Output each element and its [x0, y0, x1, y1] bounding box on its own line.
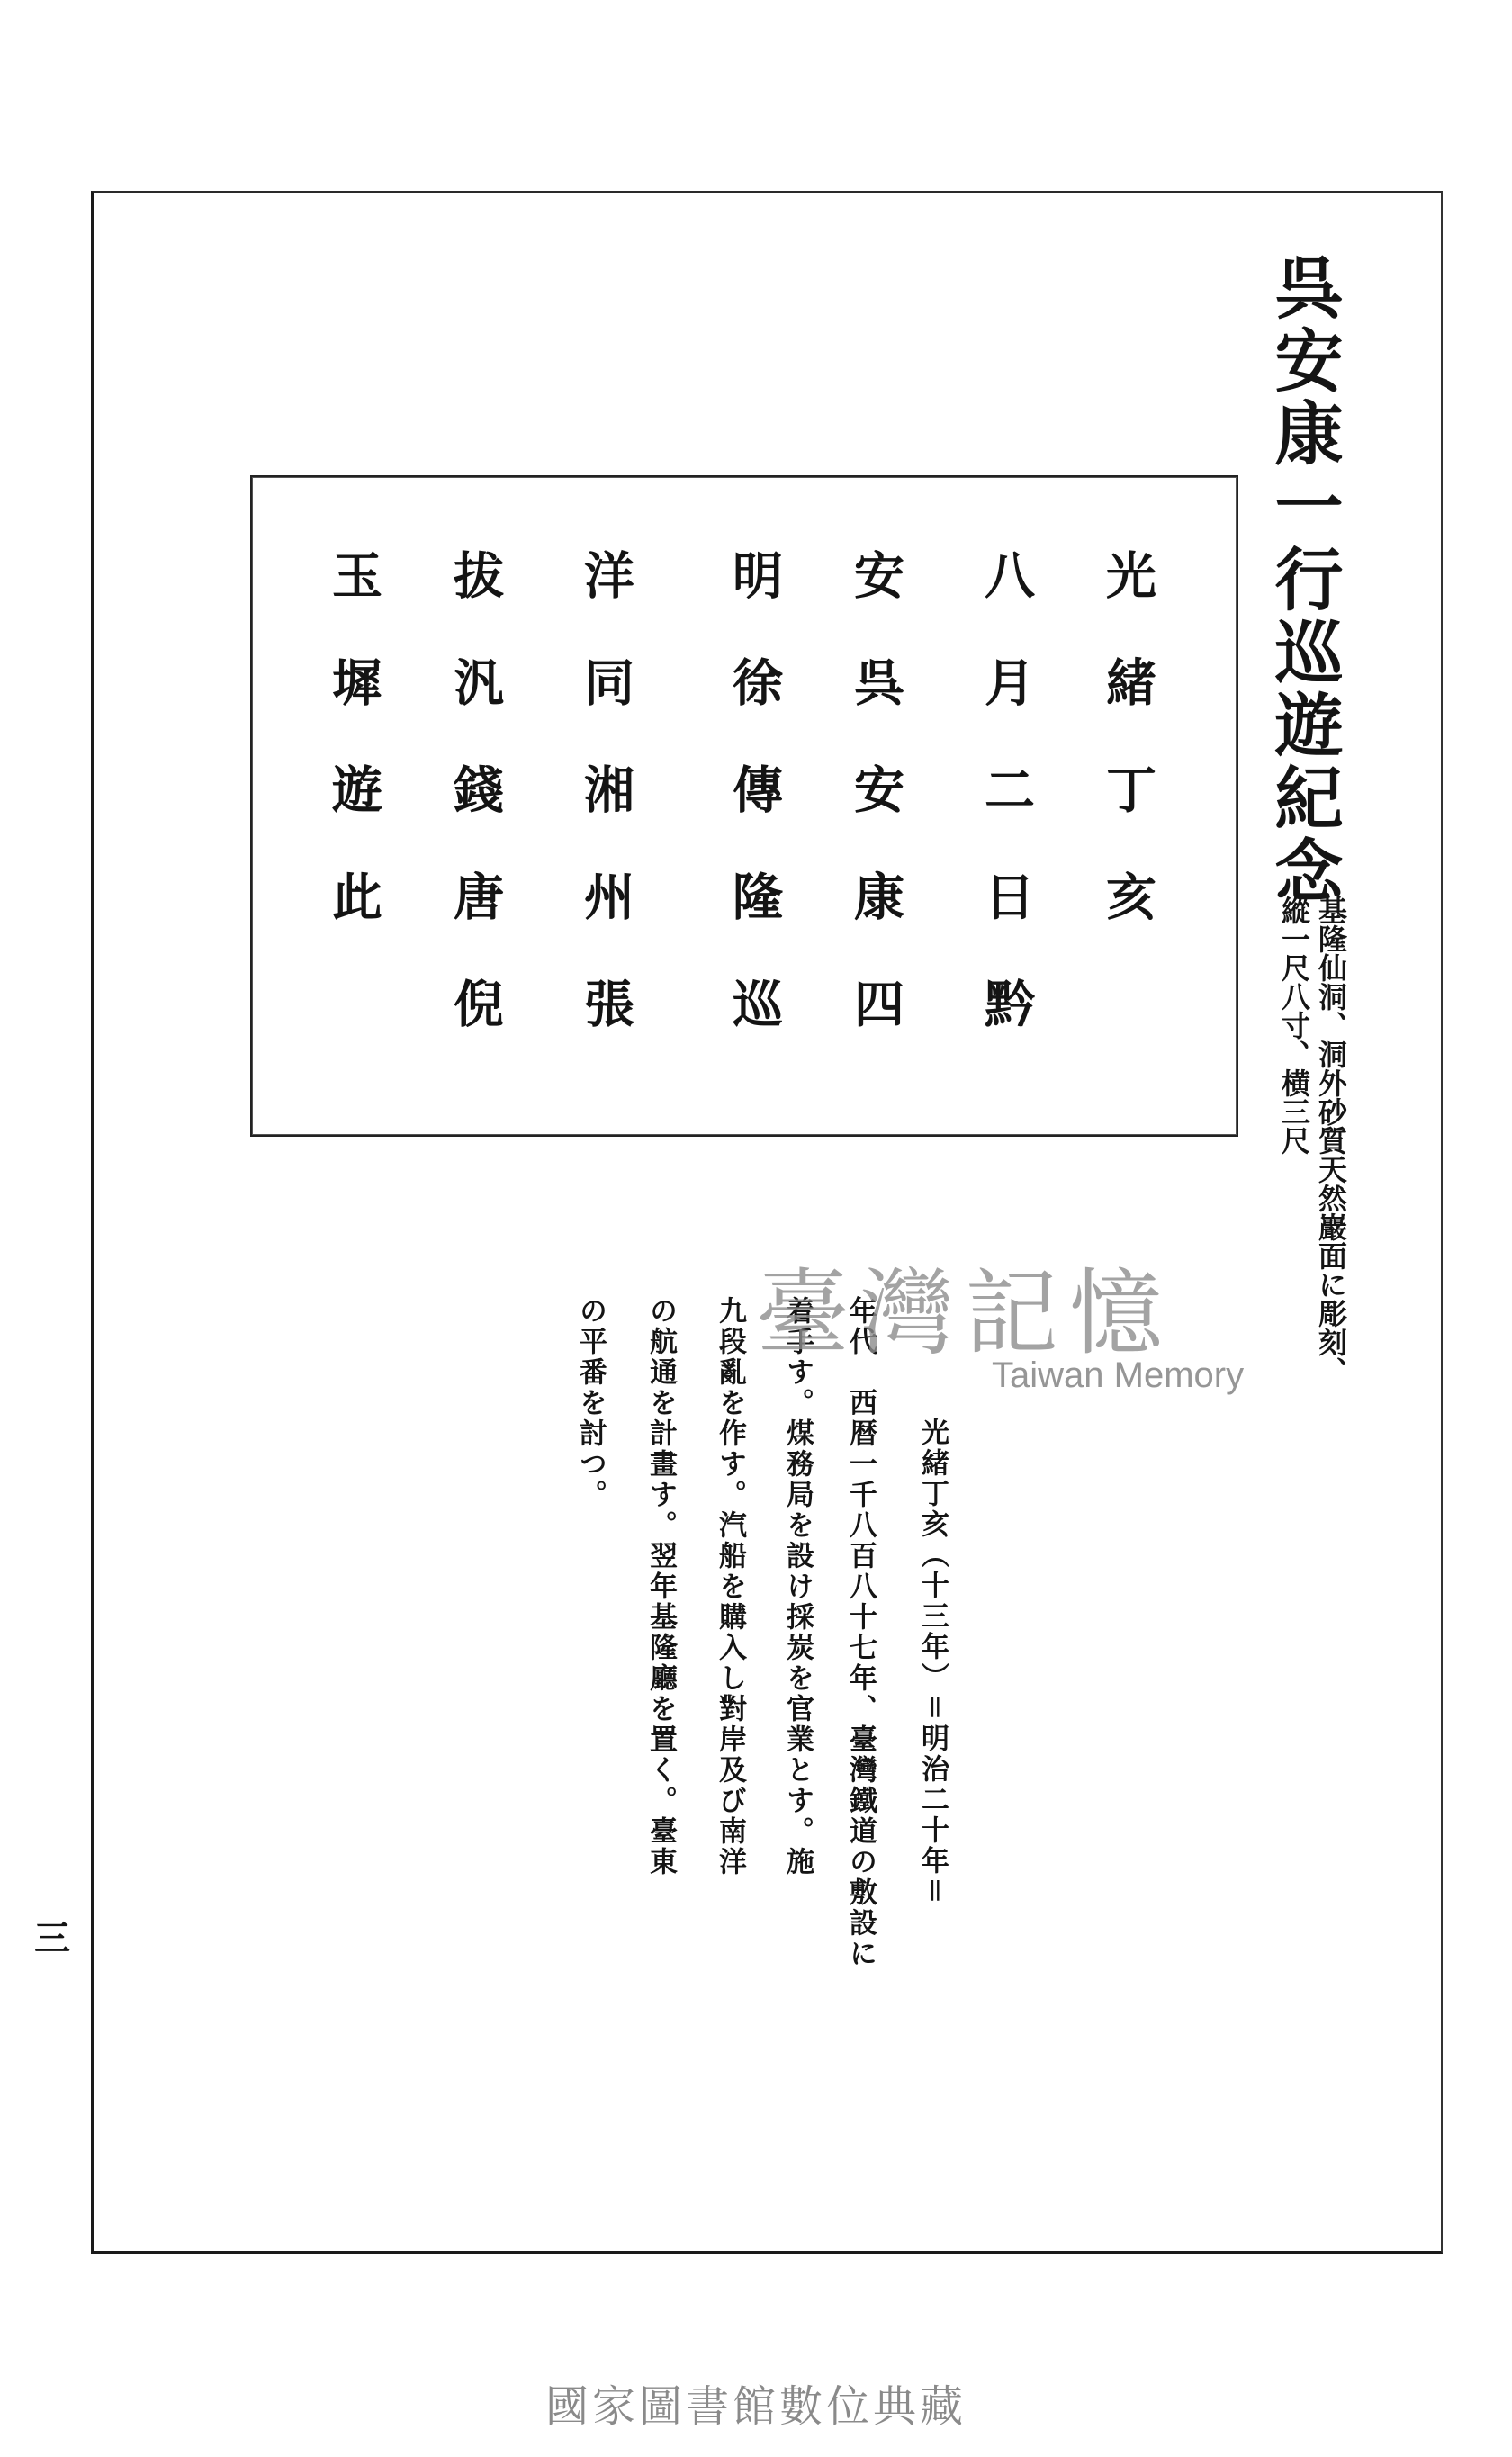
note-line-3: 着手す。煤務局を設け採炭を官業とす。施	[781, 1296, 814, 1877]
watermark-english: Taiwan Memory	[992, 1355, 1245, 1395]
inscription-column-5: 洋同湘州張	[576, 549, 635, 1084]
watermark-chinese: 臺灣記憶	[756, 1258, 1174, 1368]
page-title: 呉安康一行巡遊紀念	[1264, 252, 1344, 908]
note-line-2: 年代 西暦一千八百八十七年、臺灣鐵道の敷設に	[844, 1296, 877, 1969]
caption-line-1: 基隆仙洞、洞外砂質天然巖面に彫刻、	[1314, 896, 1348, 1385]
note-line-4: 九段亂を作す。汽船を購入し對岸及び南洋	[714, 1296, 746, 1877]
inscription-column-2: 八月二日黔	[976, 549, 1036, 1084]
inscription-column-7: 玉墀遊此	[324, 549, 383, 977]
footer-credit: 國家圖書館數位典藏	[544, 2381, 967, 2432]
caption-line-2: 縱一尺八寸、横三尺	[1277, 896, 1311, 1155]
note-line-5: の航通を計畫す。翌年基隆廳を置く。臺東	[644, 1296, 677, 1877]
inscription-column-3: 安呉安康四	[846, 549, 905, 1084]
inscription-column-4: 明徐傳隆巡	[724, 549, 784, 1084]
note-line-1: 光緒丁亥（十三年）＝明治二十年＝	[916, 1418, 949, 1907]
page-number: 三	[34, 1917, 70, 1959]
inscription-column-6: 拔汎錢唐倪	[446, 549, 505, 1084]
note-line-6: の平番を討つ。	[574, 1296, 607, 1510]
inscription-column-1: 光緒丁亥	[1098, 549, 1157, 977]
